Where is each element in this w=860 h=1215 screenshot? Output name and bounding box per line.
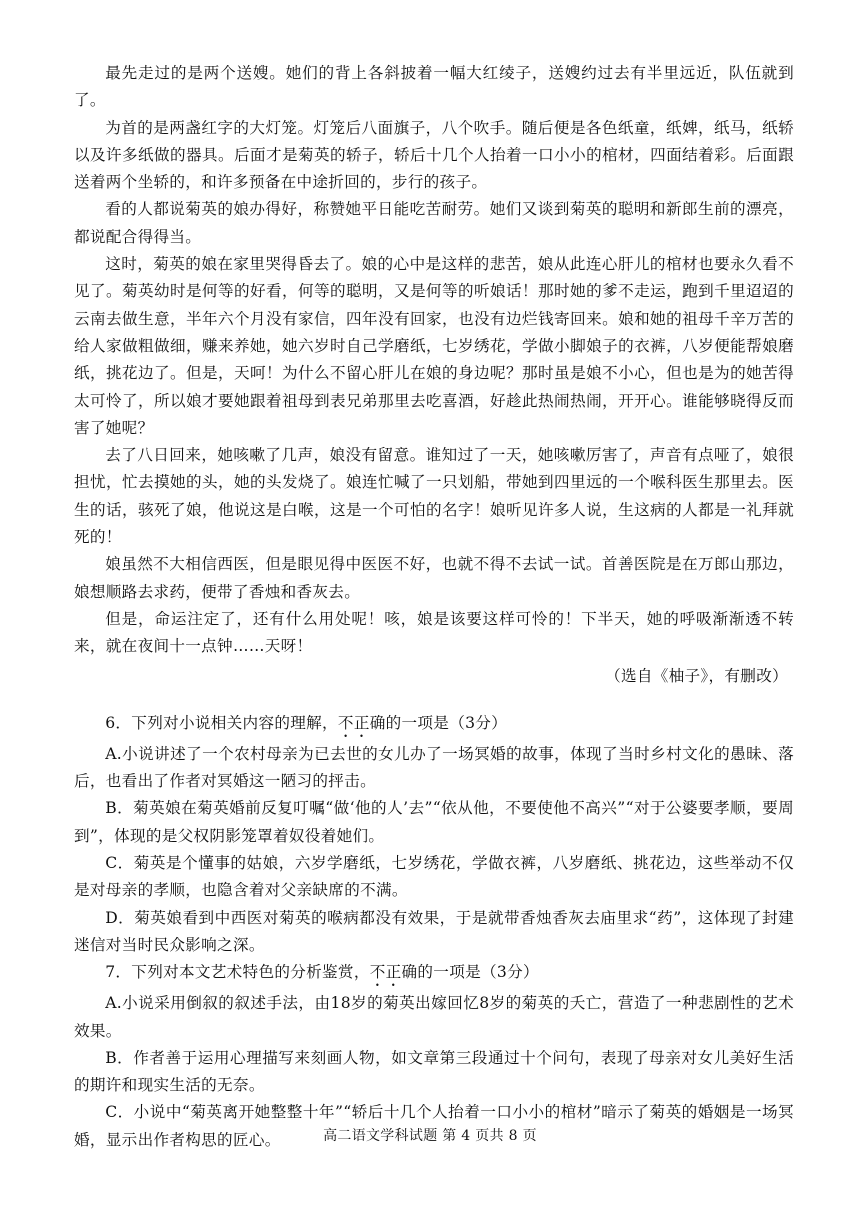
question-6-prefix: 6．下列对小说相关内容的理解，	[105, 713, 338, 732]
passage-source: （选自《柚子》，有删改）	[605, 666, 788, 685]
passage-paragraph: 最先走过的是两个送嫂。她们的背上各斜披着一幅大红绫子，送嫂约过去有半里远近，队伍就到了。	[74, 64, 794, 110]
question-6-option-d: D．菊英娘看到中西医对菊英的喉病都没有效果，于是就带香烛香灰去庙里求“药”，这体现了封建迷信对当时民众影响之深。	[74, 908, 794, 954]
question-7-option-a: A.小说采用倒叙的叙述手法，由18岁的菊英出嫁回忆8岁的菊英的夭亡，营造了一种悲剧性的艺术效果。	[74, 994, 794, 1040]
question-6-suffix: 确的一项是（3分）	[369, 713, 508, 732]
page-footer: 高二语文学科试题 第 4 页共 8 页	[323, 1128, 537, 1144]
question-6-emphasis: 不正	[337, 713, 370, 732]
question-7-prefix: 7．下列对本文艺术特色的分析鉴赏，	[105, 963, 370, 982]
reading-passage	[74, 60, 794, 690]
question-6	[74, 710, 794, 959]
passage-paragraph: 这时，菊英的娘在家里哭得昏去了。娘的心中是这样的悲苦，娘从此连心肝儿的棺材也要永久看不见了。菊英幼时是何等的好看，何等的聪明，又是何等的听娘话！那时她的爹不走运，跑到千里迢迢的云南去做生意，半年六个月没有家信，四年没有回家，也没有边烂钱寄回来。娘和她的祖母千辛万苦的给人家做粗做细，赚来养她，她六岁时自己学磨纸，七岁绣花，学做小脚娘子的衣裤，八岁便能帮娘磨纸，挑花边了。但是，天呵！为什么不留心肝儿在娘的身边呢？那时虽是娘不小心，但也是为的她苦得太可怜了，所以娘才要她跟着祖母到表兄弟那里去吃喜酒，好趁此热闹热闹，开开心。谁能够晓得反而害了她呢？	[74, 255, 794, 437]
page-content	[74, 60, 794, 1154]
passage-paragraph: 去了八日回来，她咳嗽了几声，娘没有留意。谁知过了一天，她咳嗽厉害了，声音有点哑了，娘很担忧，忙去摸她的头，她的头发烧了。娘连忙喊了一只划船，带她到四里远的一个喉科医生那里去。医生的话，骇死了娘，他说这是白喉，这是一个可怕的名字！娘听见许多人说，生这病的人都是一礼拜就死的！	[74, 446, 794, 547]
passage-paragraph: 为首的是两盏红字的大灯笼。灯笼后八面旗子，八个吹手。随后便是各色纸童，纸婢，纸马，纸轿以及许多纸做的器具。后面才是菊英的轿子，轿后十几个人抬着一口小小的棺材，四面结着彩。后面跟送着两个坐轿的，和许多预备在中途折回的，步行的孩子。	[74, 118, 794, 192]
question-7-option-c: C．小说中“菊英离开她整整十年”“轿后十几个人抬着一口小小的棺材”暗示了菊英的婚姻是一场冥婚，显示出作者构思的匠心。	[74, 1103, 794, 1149]
section-gap	[74, 690, 794, 710]
question-7-option-b: B．作者善于运用心理描写来刻画人物，如文章第三段通过十个问句，表现了母亲对女儿美好生活的期许和现实生活的无奈。	[74, 1048, 794, 1095]
question-6-title	[74, 710, 794, 741]
passage-paragraph: 但是，命运注定了，还有什么用处呢！咳，娘是该要这样可怜的！下半天，她的呼吸渐渐透不转来，就在夜间十一点钟……天呀！	[74, 609, 794, 656]
question-7-emphasis: 不正	[369, 963, 402, 982]
question-7-title	[74, 959, 794, 990]
passage-paragraph: 娘虽然不大相信西医，但是眼见得中医医不好，也就不得不去试一试。首善医院是在万郎山那边，娘想顺路去求药，便带了香烛和香灰去。	[74, 555, 794, 601]
question-6-option-b: B．菊英娘在菊英婚前反复叮嘱“做‘他的人’去”“依从他，不要使他不高兴”“对于公婆要孝顺，要周到”，体现的是父权阴影笼罩着奴役着她们。	[74, 799, 794, 845]
question-7-suffix: 确的一项是（3分）	[401, 963, 539, 982]
question-6-option-a: A.小说讲述了一个农村母亲为已去世的女儿办了一场冥婚的故事，体现了当时乡村文化的愚昧、落后，也看出了作者对冥婚这一陋习的抨击。	[74, 744, 794, 791]
passage-paragraph: 看的人都说菊英的娘办得好，称赞她平日能吃苦耐劳。她们又谈到菊英的聪明和新郎生前的漂亮，都说配合得得当。	[74, 200, 794, 246]
question-6-option-c: C．菊英是个懂事的姑娘，六岁学磨纸，七岁绣花，学做衣裤，八岁磨纸、挑花边，这些举动不仅是对母亲的孝顺，也隐含着对父亲缺席的不满。	[74, 854, 794, 900]
